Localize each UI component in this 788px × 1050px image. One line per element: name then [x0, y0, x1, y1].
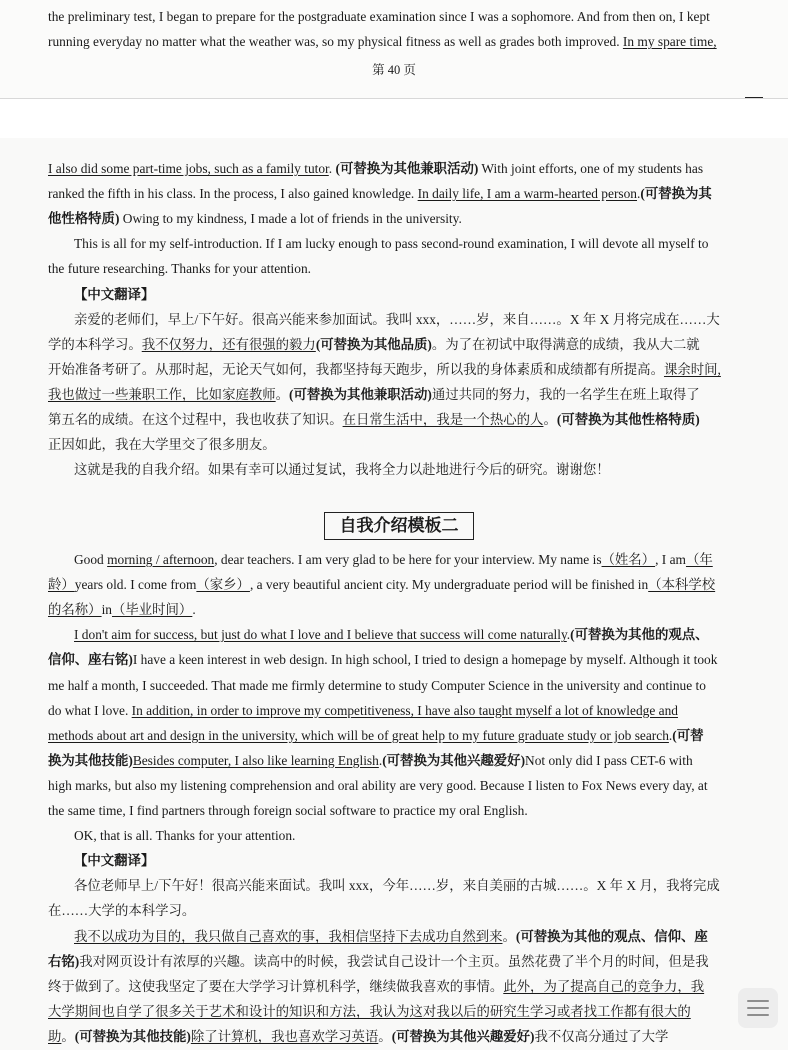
- text-segment: in: [101, 602, 112, 618]
- section-title: 自我介绍模板二: [324, 512, 474, 540]
- text-line: [48, 577, 748, 593]
- text-line: [48, 161, 748, 177]
- text-segment: the same time, I find partners through foreign social software to practice my oral English.: [48, 803, 528, 818]
- text-segment: 第五名的成绩。在这个过程中，我也收获了知识。: [48, 412, 343, 427]
- text-line: [74, 552, 748, 568]
- text-line: [48, 337, 748, 353]
- text-segment: 大学期间也自学了很多关于艺术和设计的知识和方法，我认为这对我以后的研究生学习或者找工作都有很大的: [48, 1003, 691, 1019]
- text-segment: 我不仅高分通过了大学: [534, 1028, 669, 1044]
- text-line: [48, 703, 748, 719]
- text-line: [48, 387, 748, 403]
- text-line: [48, 803, 748, 819]
- text-segment: 在日常生活中，我是一个热心的人。: [342, 412, 557, 427]
- text-segment: （本科学校: [648, 577, 716, 593]
- text-segment: 除了计算机，我也喜欢学习英语。: [190, 1028, 392, 1044]
- text-segment: I have a keen interest in web design. In high school, I tried to design a homepage by myself. Although it took: [132, 652, 718, 668]
- text-segment: Good: [74, 552, 108, 567]
- text-line: [48, 954, 748, 970]
- text-line: [48, 778, 748, 794]
- text-line: [48, 412, 748, 428]
- text-line: [48, 362, 748, 378]
- text-segment: 【中文翻译】: [74, 853, 155, 869]
- text-line: [48, 9, 748, 25]
- text-segment: Owing to my kindness, I made a lot of friends in the university.: [119, 211, 462, 227]
- text-line: [48, 261, 748, 277]
- text-line: [48, 753, 748, 769]
- text-line: [74, 627, 748, 643]
- text-line: [48, 1029, 748, 1045]
- text-segment: 开始准备考研了。从那时起，无论天气如何，我都坚持每天跑步，所以我的身体素质和成绩都有所提高。: [48, 361, 664, 377]
- text-segment: I also did some part-time jobs, such as a family tutor.: [48, 161, 336, 176]
- text-line: [48, 652, 748, 668]
- text-segment: , dear teachers. I am very glad to be here for your interview. My name is: [214, 552, 602, 567]
- page-separator: [0, 98, 788, 139]
- text-segment: .: [192, 602, 196, 618]
- text-segment: 我不以成功为目的，我只做自己喜欢的事，我相信坚持下去成功自然到来。: [74, 928, 516, 944]
- text-segment: （年: [685, 552, 713, 567]
- text-line: [48, 186, 748, 202]
- text-line: [74, 828, 748, 844]
- text-segment: (可替换为其他兼职活动): [335, 161, 479, 176]
- text-segment: With joint efforts, one of my students has: [478, 161, 704, 176]
- text-segment: 通过共同的努力，我的一名学生在班上取得了: [431, 386, 700, 402]
- text-segment: 右铭): [48, 953, 80, 969]
- menu-icon: [747, 1000, 769, 1002]
- text-line: [48, 979, 748, 995]
- text-segment: (可替换为其他的观点、信仰、座: [515, 928, 708, 944]
- text-segment: OK, that is all. Thanks for your attention.: [74, 828, 296, 844]
- text-segment: Besides computer, I also like learning English.: [132, 752, 383, 768]
- text-segment: 信仰、座右铭): [48, 652, 133, 668]
- text-line: [74, 929, 748, 945]
- document-page: [0, 138, 788, 1050]
- previous-page-fragment: [0, 0, 788, 98]
- text-segment: 助。: [48, 1028, 75, 1044]
- text-segment: Not only did I pass CET-6 with: [525, 752, 693, 768]
- text-line: [74, 462, 748, 478]
- text-segment: me half a month, I succeeded. That made me firmly determine to study Computer Science in the university and continue to: [48, 677, 706, 693]
- text-segment: ranked the fifth in his class. In the process, I also gained knowledge.: [48, 186, 418, 202]
- text-segment: 学的本科学习。: [48, 336, 142, 352]
- text-segment: (可替换为其他性格特质): [556, 412, 700, 427]
- text-line: [48, 903, 748, 919]
- text-segment: In addition, in order to improve my competitiveness, I have also taught myself a lot of knowledge and: [131, 702, 678, 718]
- text-segment: （家乡）: [196, 577, 250, 593]
- text-segment: (可替换为其他兼职活动): [289, 386, 432, 402]
- text-segment: (可替换为其: [640, 186, 712, 202]
- text-segment: running everyday no matter what the weather was, so my physical fitness as well as grades both improved.: [48, 34, 623, 49]
- text-segment: (可替换为其他品质): [315, 336, 432, 352]
- text-segment: 此外，为了提高自己的竞争力，我: [503, 978, 705, 994]
- page-number: 第 40 页: [372, 63, 416, 77]
- text-segment: (可替换为其他的观点、: [570, 627, 709, 643]
- text-segment: In daily life, I am a warm-hearted person.: [417, 186, 641, 202]
- menu-icon: [747, 1014, 769, 1016]
- text-segment: In my spare time,: [622, 34, 717, 49]
- text-line: [48, 678, 748, 694]
- text-segment: the preliminary test, I began to prepare for the postgraduate examination since I was a sophomore. And from then on, I kept: [48, 9, 710, 24]
- text-segment: 换为其他技能): [48, 752, 133, 768]
- text-segment: (可替换为其他兴趣爱好): [382, 752, 526, 768]
- text-segment: , a very beautiful ancient city. My undergraduate period will be finished in: [249, 577, 649, 593]
- text-segment: 龄）: [48, 577, 75, 593]
- text-segment: 我对网页设计有浓厚的兴趣。读高中的时候，我尝试自己设计一个主页。虽然花费了半个月的时间，但是我: [79, 953, 709, 969]
- text-line: [48, 211, 748, 227]
- text-segment: 【中文翻译】: [74, 286, 155, 302]
- text-segment: , I am: [655, 552, 686, 567]
- text-segment: morning / afternoon: [107, 552, 215, 567]
- text-segment: high marks, but also my listening comprehension and oral ability are very good. Because I listen to Fox News every day, at: [48, 777, 708, 793]
- text-line: [48, 437, 748, 453]
- text-segment: years old. I come from: [74, 577, 197, 593]
- text-line: [74, 287, 748, 303]
- text-segment: do what I love.: [48, 702, 132, 718]
- text-segment: 终于做到了。这使我坚定了要在大学学习计算机科学，继续做我喜欢的事情。: [48, 978, 504, 994]
- text-line: [74, 236, 748, 252]
- text-segment: 课余时间,: [663, 361, 721, 377]
- text-line: [48, 728, 748, 744]
- text-segment: (可替: [672, 727, 704, 743]
- text-segment: (可替换为其他技能): [74, 1028, 191, 1044]
- text-segment: （毕业时间）: [111, 602, 193, 618]
- text-segment: 我也做过一些兼职工作，比如家庭教师。: [48, 386, 290, 402]
- text-segment: 各位老师早上/下午好！很高兴能来面试。我叫 xxx，今年……岁，来自美丽的古城……。X 年 X 月，我将完成: [74, 878, 720, 894]
- text-segment: 在……大学的本科学习。: [48, 903, 196, 919]
- text-segment: I don't aim for success, but just do what I love and I believe that success will come naturally.: [74, 627, 571, 643]
- text-line: [48, 34, 748, 50]
- menu-button[interactable]: [738, 988, 778, 1028]
- text-segment: 这就是我的自我介绍。如果有幸可以通过复试，我将全力以赴地进行今后的研究。谢谢您！: [74, 462, 610, 478]
- text-segment: methods about art and design in the university, which will be of great help to my future graduate study or job search.: [48, 727, 673, 743]
- text-segment: （姓名）: [601, 552, 656, 567]
- text-line: [48, 1004, 748, 1020]
- text-segment: the future researching. Thanks for your attention.: [48, 261, 312, 277]
- menu-icon: [747, 1007, 769, 1009]
- text-line: [74, 312, 748, 328]
- text-segment: 正因如此，我在大学里交了很多朋友。: [48, 437, 276, 453]
- text-segment: 。为了在初试中取得满意的成绩，我从大二就: [431, 336, 700, 352]
- text-segment: 的名称）: [48, 602, 102, 618]
- text-segment: 他性格特质): [48, 211, 120, 227]
- text-segment: (可替换为其他兴趣爱好): [391, 1028, 535, 1044]
- text-segment: This is all for my self-introduction. If I am lucky enough to pass second-round examination, I will devote all myself to: [74, 236, 709, 252]
- text-line: [74, 853, 748, 869]
- text-line: [48, 602, 748, 618]
- text-line: [74, 878, 748, 894]
- text-segment: 亲爱的老师们，早上/下午好。很高兴能来参加面试。我叫 xxx，……岁，来自……。X 年 X 月将完成在……大: [74, 311, 720, 327]
- text-segment: 我不仅努力，还有很强的毅力: [141, 336, 316, 352]
